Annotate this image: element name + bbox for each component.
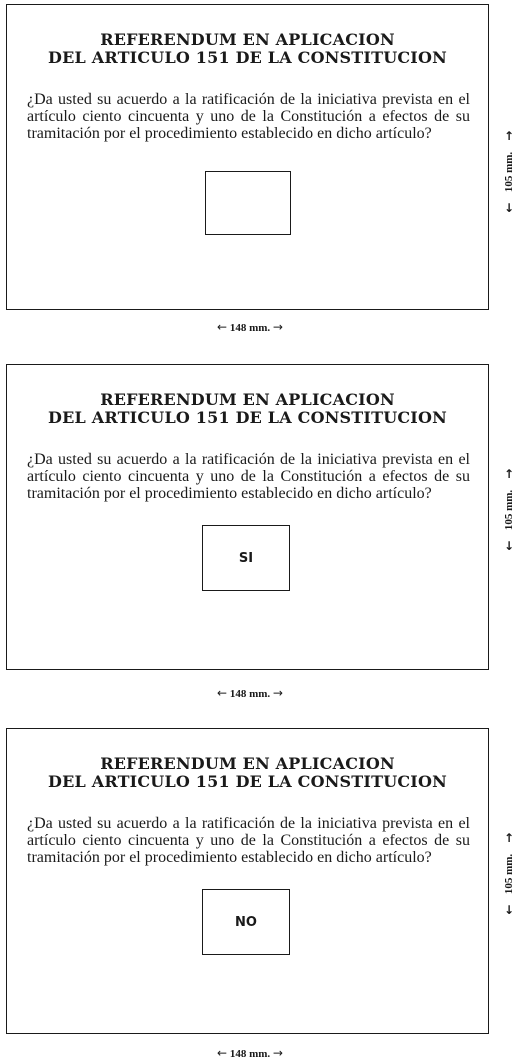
arrow-up-icon: ↑ <box>503 129 515 143</box>
arrow-down-icon: ↓ <box>503 903 515 917</box>
height-label: 105 mm. <box>503 853 516 895</box>
arrow-right-icon: → <box>272 686 283 700</box>
ballot-title-line2: DEL ARTICULO 151 DE LA CONSTITUCION <box>48 408 447 427</box>
ballot-blank <box>6 4 489 310</box>
ballot-title-line1: REFERENDUM EN APLICACION <box>100 754 395 773</box>
width-label: 148 mm. <box>229 688 271 700</box>
arrow-left-icon: ← <box>217 1046 228 1060</box>
width-label: 148 mm. <box>229 1048 271 1060</box>
ballot-si <box>6 364 489 670</box>
arrow-up-icon: ↑ <box>503 467 515 481</box>
ballot-question: ¿Da usted su acuerdo a la ratificación de la iniciativa prevista en el artículo ciento cincuenta y uno de la Constitución a efectos de su tramitación por el procedimiento establecido en dicho artículo? <box>27 815 470 866</box>
ballot-title-line2: DEL ARTICULO 151 DE LA CONSTITUCION <box>48 772 447 791</box>
width-dimension <box>0 320 500 334</box>
arrow-up-icon: ↑ <box>503 831 515 845</box>
answer-box <box>205 171 291 235</box>
ballot-title <box>7 31 488 67</box>
width-dimension <box>0 1046 500 1060</box>
arrow-right-icon: → <box>272 1046 283 1060</box>
ballot-question: ¿Da usted su acuerdo a la ratificación de la iniciativa prevista en el artículo ciento cincuenta y uno de la Constitución a efectos de su tramitación por el procedimiento establecido en dicho artículo? <box>27 91 470 142</box>
ballot-title <box>7 391 488 427</box>
arrow-left-icon: ← <box>217 686 228 700</box>
height-dimension <box>497 130 521 214</box>
height-label: 105 mm. <box>503 489 516 531</box>
ballot-title-line1: REFERENDUM EN APLICACION <box>100 390 395 409</box>
ballot-title <box>7 755 488 791</box>
arrow-right-icon: → <box>272 320 283 334</box>
arrow-left-icon: ← <box>217 320 228 334</box>
height-dimension <box>497 832 521 916</box>
ballot-title-line1: REFERENDUM EN APLICACION <box>100 30 395 49</box>
answer-box-no: NO <box>202 889 290 955</box>
ballot-no <box>6 728 489 1034</box>
width-label: 148 mm. <box>229 322 271 334</box>
height-dimension <box>497 468 521 552</box>
ballot-title-line2: DEL ARTICULO 151 DE LA CONSTITUCION <box>48 48 447 67</box>
arrow-down-icon: ↓ <box>503 539 515 553</box>
arrow-down-icon: ↓ <box>503 201 515 215</box>
ballot-question: ¿Da usted su acuerdo a la ratificación de la iniciativa prevista en el artículo ciento cincuenta y uno de la Constitución a efectos de su tramitación por el procedimiento establecido en dicho artículo? <box>27 451 470 502</box>
width-dimension <box>0 686 500 700</box>
height-label: 105 mm. <box>503 151 516 193</box>
answer-box-si: SI <box>202 525 290 591</box>
